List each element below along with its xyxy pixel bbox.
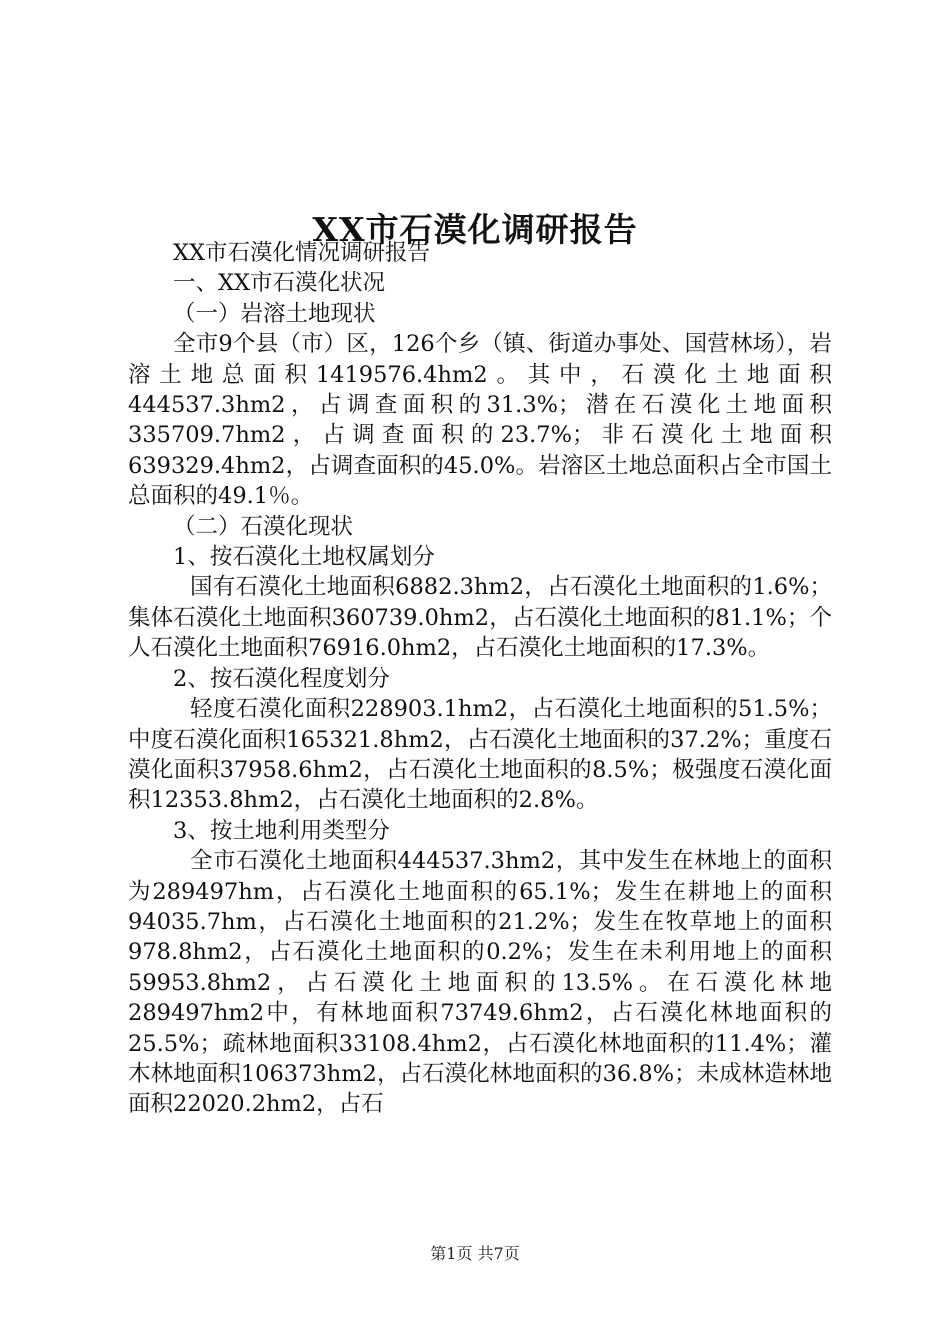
item-heading-land-use: 3、按土地利用类型分 — [173, 817, 390, 844]
item-heading-degree: 2、按石漠化程度划分 — [173, 665, 390, 692]
section-heading-1: 一、XX市石漠化状况 — [173, 270, 386, 297]
document-title: XX市石漠化调研报告 — [312, 210, 638, 250]
subsection-heading-desertification: （二）石漠化现状 — [173, 513, 354, 540]
document-body — [128, 238, 832, 1120]
paragraph-land-use: 全市石漠化土地面积444537.3hm2，其中发生在林地上的面积为289497hm，占石漠化土地面积的65.1%；发生在耕地上的面积94035.7hm，占石漠化土地面积的21.2%；发生在牧草地上的面积978.8hm2，占石漠化土地面积的0.2%；发生在未利用地上的面积59953.8hm2，占石漠化土地面积的13.5%。在石漠化林地289497hm2中，有林地面积73749.6hm2，占石漠化林地面积的25.5%；疏林地面积33108.4hm2，占石漠化林地面积的11.4%；灌木林地面积106373hm2，占石漠化林地面积的36.8%；未成林造林地面积22020.2hm2，占石 — [128, 848, 832, 1118]
page-number-footer: 第1页 共7页 — [430, 1244, 520, 1263]
paragraph-karst-land: 全市9个县（市）区，126个乡（镇、街道办事处、国营林场），岩溶土地总面积1419576.4hm2。其中，石漠化土地面积444537.3hm2，占调查面积的31.3%；潜在石漠化土地面积335709.7hm2，占调查面积的23.7%；非石漠化土地面积639329.4hm2，占调查面积的45.0%。岩溶区土地总面积占全市国土总面积的49.1％。 — [128, 331, 832, 510]
item-heading-ownership: 1、按石漠化土地权属划分 — [173, 544, 435, 571]
report-subtitle: XX市石漠化情况调研报告 — [173, 240, 431, 266]
paragraph-ownership: 国有石漠化土地面积6882.3hm2，占石漠化土地面积的1.6%；集体石漠化土地面积360739.0hm2，占石漠化土地面积的81.1%；个人石漠化土地面积76916.0hm2，占石漠化土地面积的17.3%。 — [128, 574, 832, 662]
subsection-heading-karst-land: （一）岩溶土地现状 — [173, 300, 376, 327]
paragraph-degree: 轻度石漠化面积228903.1hm2，占石漠化土地面积的51.5%；中度石漠化面积165321.8hm2，占石漠化土地面积的37.2%；重度石漠化面积37958.6hm2，占石漠化土地面积的8.5%；极强度石漠化面积12353.8hm2，占石漠化土地面积的2.8%。 — [128, 696, 832, 814]
